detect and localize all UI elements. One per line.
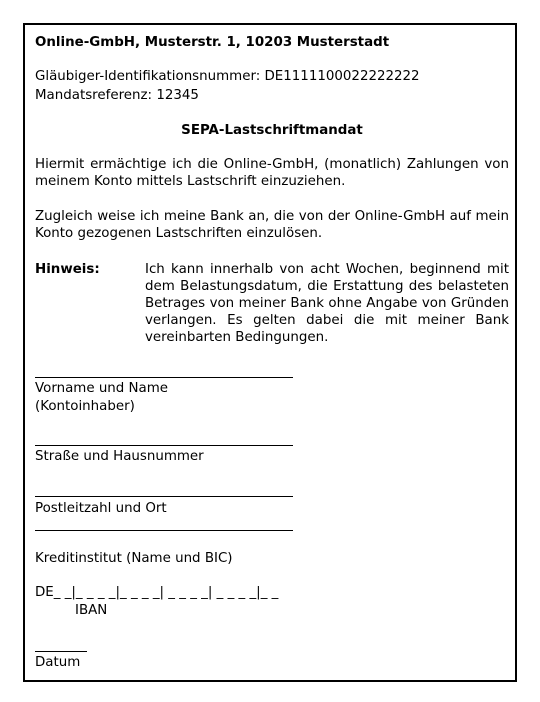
hint-text: Ich kann innerhalb von acht Wochen, beginnend mit dem Belastungsdatum, die Erstattung des belasteten Betrages von meiner Bank ohne Angabe von Gründen verlangen. Es gelten dabei die mit meiner Bank vereinbarten Bedingungen. [145,262,509,345]
city-label: Postleitzahl und Ort [35,501,167,516]
company-address: Online-GmbH, Musterstr. 1, 10203 Musterstadt [35,35,390,50]
account-holder-label: (Kontoinhaber) [35,399,135,414]
hint-label: Hinweis: [35,262,100,277]
name-signature-line[interactable] [35,377,293,378]
form-title: SEPA-Lastschriftmandat [181,123,363,138]
street-line[interactable] [35,445,293,446]
date-line[interactable] [35,651,87,652]
bank-instruction-paragraph: Zugleich weise ich meine Bank an, die von der Online-GmbH auf mein Konto gezogenen Lastschriften einzulösen. [35,209,509,241]
authorization-paragraph: Hiermit ermächtige ich die Online-GmbH, (monatlich) Zahlungen von meinem Konto mittels Lastschrift einzuziehen. [35,157,509,189]
mandate-form [23,23,517,682]
iban-input-pattern[interactable]: DE_ _|_ _ _ _|_ _ _ _| _ _ _ _| _ _ _ _|_ _ [35,585,279,600]
name-label: Vorname und Name [35,381,169,396]
iban-label: IBAN [75,603,108,618]
bank-label: Kreditinstitut (Name und BIC) [35,551,233,566]
creditor-id: Gläubiger-Identifikationsnummer: DE1111100022222222 [35,69,420,84]
mandate-reference: Mandatsreferenz: 12345 [35,88,199,103]
city-line[interactable] [35,496,293,497]
date-label: Datum [35,655,81,670]
street-label: Straße und Hausnummer [35,449,204,464]
bank-line[interactable] [35,530,293,531]
